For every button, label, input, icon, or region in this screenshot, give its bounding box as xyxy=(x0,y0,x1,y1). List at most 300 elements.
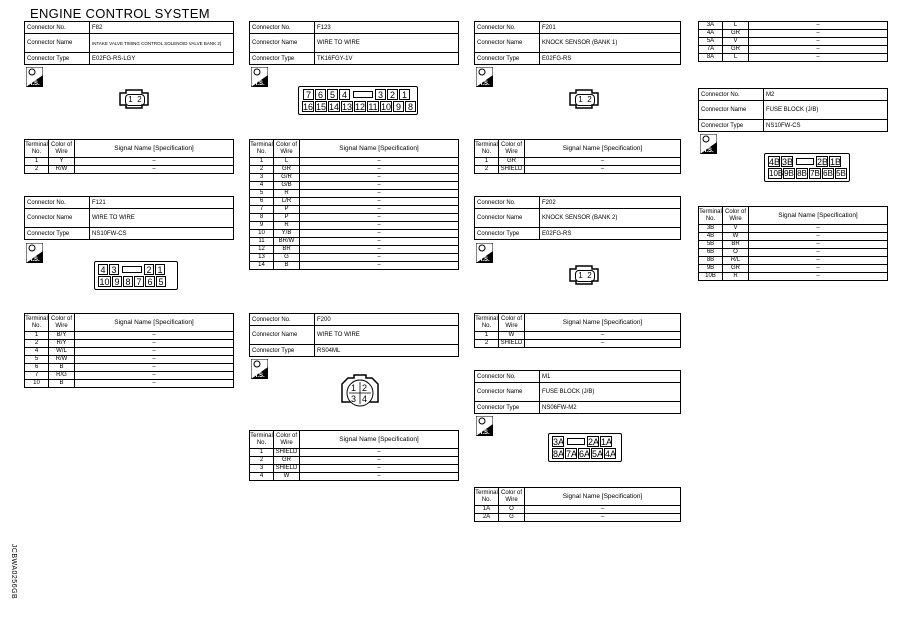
signal-name-cell: – xyxy=(525,514,681,522)
connector-info-F200 xyxy=(249,313,459,357)
connector-type-value: NS06FW-M2 xyxy=(540,402,681,414)
connector-face-F121 xyxy=(94,261,178,290)
connector-no-value: M2 xyxy=(764,89,888,101)
terminal-cell: 10B xyxy=(699,273,723,281)
wire-color-cell: O xyxy=(499,506,525,514)
signal-name-cell: – xyxy=(75,158,234,166)
signal-name-cell: – xyxy=(525,340,681,348)
table-row xyxy=(25,158,234,166)
harness-side-icon xyxy=(476,416,493,436)
table-row xyxy=(250,214,459,222)
table-row xyxy=(250,457,459,465)
pin-label: 2 xyxy=(387,89,398,100)
connector-face-F201 xyxy=(566,89,602,109)
connector-type-value: NS10FW-CS xyxy=(90,228,234,240)
table-row xyxy=(25,340,234,348)
connector-info-F201 xyxy=(474,21,681,65)
label-connector-name: Connector Name xyxy=(250,34,315,53)
col-terminal: Terminal No. xyxy=(25,140,49,158)
connector-face-F82 xyxy=(116,89,152,109)
table-row xyxy=(699,257,888,265)
table-row xyxy=(475,514,681,522)
connector-info-F123 xyxy=(249,21,459,65)
connector-face-F202 xyxy=(566,265,602,285)
harness-side-icon xyxy=(476,243,493,263)
col-signal: Signal Name [Specification] xyxy=(749,207,888,225)
pin-label: 9 xyxy=(393,101,404,112)
pin-label: 5B xyxy=(836,169,846,178)
connector-no-value: F201 xyxy=(540,22,681,34)
table-row xyxy=(699,225,888,233)
signal-name-cell: – xyxy=(75,166,234,174)
pin-table-F82 xyxy=(24,139,234,174)
label-connector-type: Connector Type xyxy=(25,228,90,240)
label-connector-no: Connector No. xyxy=(475,197,540,209)
label-connector-no: Connector No. xyxy=(250,22,315,34)
wire-color-cell: G/B xyxy=(274,182,300,190)
terminal-cell: 5A xyxy=(699,38,723,46)
signal-name-cell: – xyxy=(300,166,459,174)
pin-table-M1-continued xyxy=(698,21,888,62)
table-row xyxy=(699,265,888,273)
pin-label: 4B xyxy=(769,157,781,167)
pin-table-F123 xyxy=(249,139,459,270)
wire-color-cell: BR xyxy=(723,241,749,249)
col-signal: Signal Name [Specification] xyxy=(300,140,459,158)
svg-text:H.S.: H.S. xyxy=(702,148,714,154)
table-row xyxy=(250,222,459,230)
table-row xyxy=(25,372,234,380)
harness-side-icon xyxy=(251,359,268,379)
col-color: Color of Wire xyxy=(499,488,525,506)
table-row xyxy=(475,340,681,348)
wire-color-cell: SHIELD xyxy=(499,340,525,348)
terminal-cell: 14 xyxy=(250,262,274,270)
terminal-cell: 1 xyxy=(475,332,499,340)
signal-name-cell: – xyxy=(525,166,681,174)
table-row xyxy=(250,166,459,174)
pin-label: 3 xyxy=(375,89,386,100)
svg-text:H.S.: H.S. xyxy=(253,373,265,379)
col-terminal: Terminal No. xyxy=(475,140,499,158)
terminal-cell: 2 xyxy=(475,166,499,174)
wire-color-cell: V xyxy=(723,225,749,233)
pin-label: 1 xyxy=(578,95,583,104)
svg-text:H.S.: H.S. xyxy=(478,81,490,87)
harness-side-icon xyxy=(26,67,43,87)
table-row xyxy=(699,54,888,62)
connector-info-F82 xyxy=(24,21,234,65)
label-connector-type: Connector Type xyxy=(475,228,540,240)
harness-side-icon xyxy=(700,134,717,154)
pin-label: 8A xyxy=(553,449,565,459)
wire-color-cell: G xyxy=(499,514,525,522)
col-terminal: Terminal No. xyxy=(250,431,274,449)
terminal-cell: 4 xyxy=(250,473,274,481)
connector-name-value: INTAKE VALVE TIMING CONTROL SOLENOID VALVE BANK 2) xyxy=(90,34,234,53)
wire-color-cell: R xyxy=(274,190,300,198)
col-signal: Signal Name [Specification] xyxy=(75,314,234,332)
terminal-cell: 2A xyxy=(475,514,499,522)
terminal-cell: 3B xyxy=(699,225,723,233)
col-terminal: Terminal No. xyxy=(475,314,499,332)
svg-text:H.S.: H.S. xyxy=(253,81,265,87)
connector-info-F121 xyxy=(24,196,234,240)
table-row xyxy=(475,158,681,166)
pin-label: 3 xyxy=(109,264,119,275)
connector-no-value: M1 xyxy=(540,371,681,383)
signal-name-cell: – xyxy=(300,158,459,166)
table-row xyxy=(699,249,888,257)
signal-name-cell: – xyxy=(749,233,888,241)
wire-color-cell: R/G xyxy=(49,372,75,380)
signal-name-cell: – xyxy=(300,457,459,465)
wire-color-cell: W xyxy=(723,233,749,241)
wire-color-cell: GR xyxy=(499,158,525,166)
table-row xyxy=(699,38,888,46)
terminal-cell: 5 xyxy=(250,190,274,198)
table-row xyxy=(475,332,681,340)
signal-name-cell: – xyxy=(749,225,888,233)
connector-info-M1 xyxy=(474,370,681,414)
pin-label: 7A xyxy=(566,449,578,459)
wire-color-cell: R xyxy=(723,273,749,281)
pin-label: 8 xyxy=(405,101,416,112)
terminal-cell: 7 xyxy=(250,206,274,214)
pin-label: 1B xyxy=(830,157,842,167)
terminal-cell: 6 xyxy=(250,198,274,206)
connector-face-F200 xyxy=(340,374,380,410)
pin-label: 5 xyxy=(156,276,166,287)
label-connector-name: Connector Name xyxy=(475,34,540,53)
pin-label: 5 xyxy=(327,89,338,100)
pin-label: 4 xyxy=(339,89,350,100)
wire-color-cell: SHIELD xyxy=(274,465,300,473)
signal-name-cell: – xyxy=(75,340,234,348)
signal-name-cell: – xyxy=(300,174,459,182)
wire-color-cell: L xyxy=(723,54,749,62)
table-row xyxy=(250,158,459,166)
terminal-cell: 1 xyxy=(250,158,274,166)
connector-type-value: E02FG-RS xyxy=(540,228,681,240)
connector-key xyxy=(122,266,142,273)
terminal-cell: 4 xyxy=(250,182,274,190)
wire-color-cell: W xyxy=(274,473,300,481)
terminal-cell: 6B xyxy=(699,249,723,257)
signal-name-cell: – xyxy=(749,273,888,281)
connector-key xyxy=(353,91,373,98)
signal-name-cell: – xyxy=(300,198,459,206)
signal-name-cell: – xyxy=(749,249,888,257)
pin-label: 1 xyxy=(155,264,165,275)
label-connector-no: Connector No. xyxy=(475,371,540,383)
col-terminal: Terminal No. xyxy=(25,314,49,332)
pin-label: 7 xyxy=(134,276,144,287)
col-color: Color of Wire xyxy=(274,140,300,158)
wire-color-cell: GR xyxy=(274,457,300,465)
wire-color-cell: L/R xyxy=(274,198,300,206)
svg-text:H.S.: H.S. xyxy=(28,257,40,263)
signal-name-cell: – xyxy=(525,158,681,166)
pin-label: 6B xyxy=(823,169,833,178)
label-connector-type: Connector Type xyxy=(699,120,764,132)
col-signal: Signal Name [Specification] xyxy=(75,140,234,158)
label-connector-name: Connector Name xyxy=(475,383,540,402)
terminal-cell: 8A xyxy=(699,54,723,62)
connector-name-value: WIRE TO WIRE xyxy=(315,34,459,53)
col-terminal: Terminal No. xyxy=(699,207,723,225)
terminal-cell: 7 xyxy=(25,372,49,380)
table-row xyxy=(25,356,234,364)
terminal-cell: 2 xyxy=(25,166,49,174)
signal-name-cell: – xyxy=(300,465,459,473)
terminal-cell: 1A xyxy=(475,506,499,514)
harness-side-icon xyxy=(26,243,43,263)
signal-name-cell: – xyxy=(75,364,234,372)
table-row xyxy=(699,273,888,281)
terminal-cell: 4B xyxy=(699,233,723,241)
table-row xyxy=(475,166,681,174)
pin-label: 10 xyxy=(99,277,110,287)
table-row xyxy=(699,233,888,241)
terminal-cell: 8B xyxy=(699,257,723,265)
connector-type-value: E02FG-RS-LGY xyxy=(90,53,234,65)
connector-type-value: TK16FGY-1V xyxy=(315,53,459,65)
signal-name-cell: – xyxy=(300,262,459,270)
table-row xyxy=(25,380,234,388)
wire-color-cell: B xyxy=(274,262,300,270)
col-color: Color of Wire xyxy=(274,431,300,449)
col-terminal: Terminal No. xyxy=(475,488,499,506)
pin-label: 2 xyxy=(137,95,142,104)
connector-name-value: WIRE TO WIRE xyxy=(90,209,234,228)
signal-name-cell: – xyxy=(525,506,681,514)
label-connector-name: Connector Name xyxy=(25,209,90,228)
document-code: JCBWA0256GB xyxy=(10,543,18,600)
pin-label: 15 xyxy=(316,102,327,112)
terminal-cell: 13 xyxy=(250,254,274,262)
col-signal: Signal Name [Specification] xyxy=(525,488,681,506)
wire-color-cell: R/W xyxy=(49,356,75,364)
signal-name-cell: – xyxy=(749,257,888,265)
table-row xyxy=(250,449,459,457)
pin-label: 13 xyxy=(342,102,353,112)
wire-color-cell: W/L xyxy=(49,348,75,356)
wire-color-cell: V xyxy=(723,38,749,46)
signal-name-cell: – xyxy=(300,190,459,198)
pin-label: 8 xyxy=(123,276,133,287)
connector-name-value: FUSE BLOCK (J/B) xyxy=(764,101,888,120)
terminal-cell: 3A xyxy=(699,22,723,30)
wire-color-cell: BR xyxy=(274,246,300,254)
connector-no-value: F202 xyxy=(540,197,681,209)
wire-color-cell: Y/B xyxy=(274,230,300,238)
wire-color-cell: G/R xyxy=(274,174,300,182)
col-signal: Signal Name [Specification] xyxy=(300,431,459,449)
wire-color-cell: G xyxy=(274,254,300,262)
col-color: Color of Wire xyxy=(49,314,75,332)
pin-label: 9 xyxy=(112,276,122,287)
signal-name-cell: – xyxy=(300,214,459,222)
label-connector-no: Connector No. xyxy=(25,197,90,209)
col-color: Color of Wire xyxy=(499,314,525,332)
wire-color-cell: GR xyxy=(723,46,749,54)
table-row xyxy=(250,254,459,262)
col-signal: Signal Name [Specification] xyxy=(525,314,681,332)
signal-name-cell: – xyxy=(300,238,459,246)
wire-color-cell: GR xyxy=(723,30,749,38)
signal-name-cell: – xyxy=(749,241,888,249)
pin-label: 2 xyxy=(587,271,592,280)
wire-color-cell: SHIELD xyxy=(274,449,300,457)
terminal-cell: 1 xyxy=(250,449,274,457)
terminal-cell: 9 xyxy=(250,222,274,230)
table-row xyxy=(250,198,459,206)
pin-label: 1 xyxy=(578,271,583,280)
svg-text:H.S.: H.S. xyxy=(28,81,40,87)
col-color: Color of Wire xyxy=(499,140,525,158)
wire-color-cell: B/Y xyxy=(49,332,75,340)
terminal-cell: 5 xyxy=(25,356,49,364)
signal-name-cell: – xyxy=(75,348,234,356)
terminal-cell: 4A xyxy=(699,30,723,38)
signal-name-cell: – xyxy=(75,332,234,340)
table-row xyxy=(699,22,888,30)
pin-label: 7 xyxy=(303,89,314,100)
pin-label: 6 xyxy=(315,89,326,100)
connector-type-value: E02FG-RS xyxy=(540,53,681,65)
svg-text:H.S.: H.S. xyxy=(478,257,490,263)
signal-name-cell: – xyxy=(749,38,888,46)
terminal-cell: 6 xyxy=(25,364,49,372)
pin-label: 3A xyxy=(553,437,565,447)
table-row xyxy=(250,465,459,473)
wire-color-cell: GR xyxy=(274,166,300,174)
table-row xyxy=(25,332,234,340)
pin-label: 4A xyxy=(605,449,617,459)
wire-color-cell: R/L xyxy=(723,257,749,265)
pin-table-M2 xyxy=(698,206,888,281)
table-row xyxy=(250,206,459,214)
table-row xyxy=(250,238,459,246)
label-connector-name: Connector Name xyxy=(25,34,90,53)
terminal-cell: 4 xyxy=(25,348,49,356)
wire-color-cell: R xyxy=(274,222,300,230)
terminal-cell: 3 xyxy=(250,465,274,473)
table-row xyxy=(250,174,459,182)
terminal-cell: 9B xyxy=(699,265,723,273)
connector-no-value: F200 xyxy=(315,314,459,326)
wire-color-cell: P xyxy=(274,206,300,214)
pin-label: 4 xyxy=(362,394,368,404)
connector-info-M2 xyxy=(698,88,888,132)
pin-label: 1 xyxy=(128,95,133,104)
wire-color-cell: Y xyxy=(49,158,75,166)
pin-label: 14 xyxy=(329,102,340,112)
wire-color-cell: B xyxy=(49,364,75,372)
label-connector-name: Connector Name xyxy=(250,326,315,345)
terminal-cell: 7A xyxy=(699,46,723,54)
label-connector-no: Connector No. xyxy=(475,22,540,34)
pin-label: 10 xyxy=(381,102,392,112)
signal-name-cell: – xyxy=(300,254,459,262)
connector-name-value: KNOCK SENSOR (BANK 2) xyxy=(540,209,681,228)
table-row xyxy=(250,262,459,270)
connector-no-value: F121 xyxy=(90,197,234,209)
label-connector-type: Connector Type xyxy=(475,53,540,65)
connector-type-value: RS04ML xyxy=(315,345,459,357)
pin-label: 2 xyxy=(144,264,154,275)
connector-name-value: FUSE BLOCK (J/B) xyxy=(540,383,681,402)
table-row xyxy=(250,190,459,198)
wire-color-cell: SHIELD xyxy=(499,166,525,174)
harness-side-icon xyxy=(476,67,493,87)
pin-label: 10B xyxy=(769,169,784,178)
svg-text:H.S.: H.S. xyxy=(478,430,490,436)
label-connector-no: Connector No. xyxy=(25,22,90,34)
pin-label: 1A xyxy=(601,437,613,447)
pin-table-F201 xyxy=(474,139,681,174)
signal-name-cell: – xyxy=(300,230,459,238)
signal-name-cell: – xyxy=(749,46,888,54)
col-color: Color of Wire xyxy=(723,207,749,225)
terminal-cell: 1 xyxy=(475,158,499,166)
signal-name-cell: – xyxy=(749,30,888,38)
pin-label: 7B xyxy=(810,169,820,178)
wire-color-cell: GR xyxy=(723,265,749,273)
terminal-cell: 3 xyxy=(250,174,274,182)
connector-name-value: KNOCK SENSOR (BANK 1) xyxy=(540,34,681,53)
signal-name-cell: – xyxy=(525,332,681,340)
pin-table-F121 xyxy=(24,313,234,388)
table-row xyxy=(699,241,888,249)
connector-face-M2 xyxy=(764,153,850,182)
wire-color-cell: L xyxy=(723,22,749,30)
connector-type-value: NS10FW-CS xyxy=(764,120,888,132)
wire-color-cell: BR/W xyxy=(274,238,300,246)
pin-label: 9B xyxy=(784,169,794,178)
connector-key xyxy=(796,158,814,165)
connector-no-value: F82 xyxy=(90,22,234,34)
terminal-cell: 2 xyxy=(250,166,274,174)
pin-label: 12 xyxy=(355,102,366,112)
pin-label: 2 xyxy=(362,383,368,393)
table-row xyxy=(25,348,234,356)
label-connector-no: Connector No. xyxy=(699,89,764,101)
pin-label: 1 xyxy=(351,383,357,393)
connector-face-M1 xyxy=(548,433,622,462)
pin-label: 2B xyxy=(817,157,829,167)
table-row xyxy=(25,364,234,372)
terminal-cell: 12 xyxy=(250,246,274,254)
table-row xyxy=(25,166,234,174)
connector-name-value: WIRE TO WIRE xyxy=(315,326,459,345)
pin-table-F200 xyxy=(249,430,459,481)
terminal-cell: 10 xyxy=(25,380,49,388)
table-row xyxy=(250,182,459,190)
signal-name-cell: – xyxy=(75,372,234,380)
terminal-cell: 8 xyxy=(250,214,274,222)
terminal-cell: 11 xyxy=(250,238,274,246)
signal-name-cell: – xyxy=(749,265,888,273)
col-color: Color of Wire xyxy=(49,140,75,158)
page-title: ENGINE CONTROL SYSTEM xyxy=(30,6,210,21)
signal-name-cell: – xyxy=(300,473,459,481)
pin-label: 2 xyxy=(587,95,592,104)
table-row xyxy=(475,506,681,514)
signal-name-cell: – xyxy=(749,22,888,30)
pin-label: 6 xyxy=(145,276,155,287)
